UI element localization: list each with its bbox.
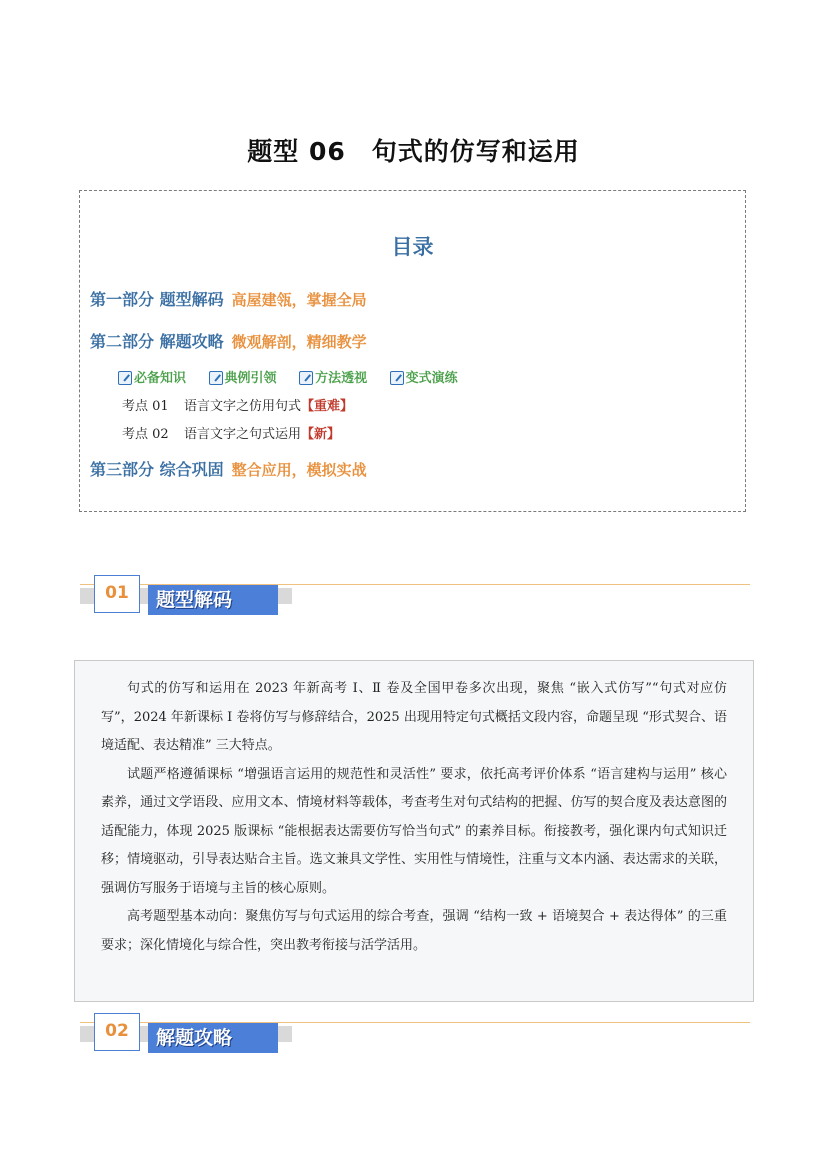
toc-part-label: 第三部分 综合巩固	[90, 460, 224, 479]
toc-tab-practice[interactable]: 变式演练	[390, 367, 458, 386]
toc-tabs	[118, 367, 476, 386]
edit-icon	[118, 371, 132, 385]
toc-part-slogan: 微观解剖，精细教学	[231, 333, 367, 351]
point-number: 考点 01	[122, 399, 169, 414]
toc-heading: 目录	[391, 235, 434, 259]
intro-paragraph: 高考题型基本动向：聚焦仿写与句式运用的综合考查，强调 “结构一致 + 语境契合 + 表达得体” 的三重要求；深化情境化与综合性，突出教考衔接与活学活用。	[101, 909, 727, 953]
section-header-02	[80, 1010, 750, 1056]
intro-panel	[74, 660, 754, 1002]
intro-paragraph: 句式的仿写和运用在 2023 年新高考 Ⅰ、Ⅱ 卷及全国甲卷多次出现，聚焦 “嵌入式仿写”“句式对应仿写”，2024 年新课标 Ⅰ 卷将仿写与修辞结合，2025 出现用特定句式概括文段内容，命题呈现 “形式契合、语境适配、表达精准” 三大特点。	[101, 681, 727, 753]
toc-part-slogan: 高屋建瓴，掌握全局	[231, 291, 367, 309]
toc-part-slogan: 整合应用，模拟实战	[231, 461, 367, 479]
edit-icon	[299, 371, 313, 385]
toc-part-2[interactable]	[90, 329, 367, 352]
toc-tab-methods[interactable]: 方法透视	[299, 367, 367, 386]
toc-part-1[interactable]	[90, 287, 367, 310]
point-tag: 【重难】	[301, 399, 354, 414]
toc-point-2[interactable]	[122, 423, 340, 442]
edit-icon	[209, 371, 223, 385]
intro-paragraph: 试题严格遵循课标 “增强语言运用的规范性和灵活性” 要求，依托高考评价体系 “语言建构与运用” 核心素养，通过文学语段、应用文本、情境材料等载体，考查考生对句式结构的把握、仿写的契合度及表达意图的适配能力，体现 2025 版课标 “能根据表达需要仿写恰当句式” 的素养目标。衔接教考，强化课内句式知识迁移；情境驱动，引导表达贴合主旨。选文兼具文学性、实用性与情境性，注重与文本内涵、表达需求的关联，强调仿写服务于语境与主旨的核心原则。	[101, 766, 727, 896]
section-title: 解题攻略	[148, 1023, 278, 1053]
point-text: 语言文字之仿用句式	[184, 399, 302, 414]
section-title: 题型解码	[148, 585, 278, 615]
page-title: 题型 06 句式的仿写和运用	[247, 137, 580, 166]
toc-part-label: 第一部分 题型解码	[90, 290, 224, 309]
edit-icon	[390, 371, 404, 385]
toc-part-label: 第二部分 解题攻略	[90, 332, 224, 351]
point-tag: 【新】	[301, 427, 341, 442]
section-number: 02	[94, 1013, 140, 1051]
toc-tab-examples[interactable]: 典例引领	[209, 367, 277, 386]
point-text: 语言文字之句式运用	[184, 427, 302, 442]
section-header-01	[80, 572, 750, 618]
toc-part-3[interactable]	[90, 457, 367, 480]
table-of-contents	[79, 190, 746, 512]
section-number: 01	[94, 575, 140, 613]
toc-tab-knowledge[interactable]: 必备知识	[118, 367, 186, 386]
toc-point-1[interactable]	[122, 395, 353, 414]
point-number: 考点 02	[122, 427, 169, 442]
